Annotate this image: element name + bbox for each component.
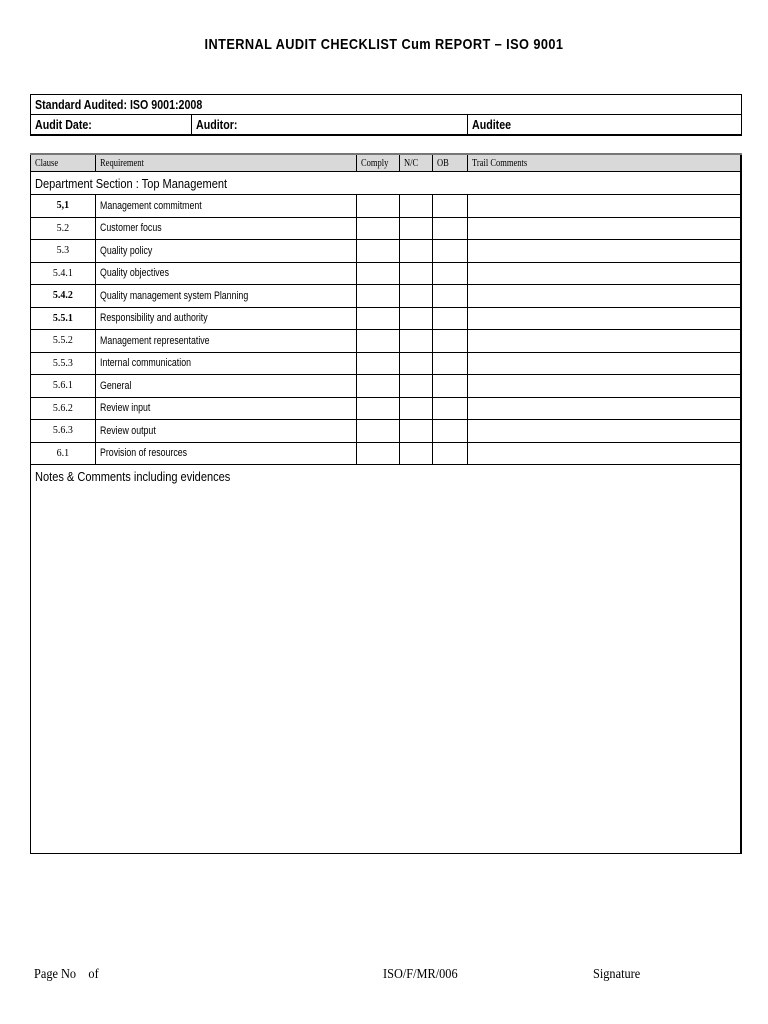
- requirement-cell: Quality management system Planning: [95, 285, 356, 308]
- ob-cell[interactable]: [433, 195, 468, 218]
- audit-info-table: [30, 94, 742, 136]
- ob-cell[interactable]: [433, 442, 468, 465]
- nc-cell[interactable]: [399, 217, 433, 240]
- column-header-comply: Comply: [356, 154, 399, 172]
- trail-comments-cell[interactable]: [468, 285, 741, 308]
- notes-label: Notes & Comments including evidences: [35, 469, 231, 484]
- trail-comments-cell[interactable]: [468, 195, 741, 218]
- table-row: [31, 285, 742, 308]
- trail-comments-cell[interactable]: [468, 352, 741, 375]
- table-row: [31, 262, 742, 285]
- notes-row: [31, 465, 742, 854]
- nc-cell[interactable]: [399, 420, 433, 443]
- nc-cell[interactable]: [399, 307, 433, 330]
- table-row: [31, 195, 742, 218]
- column-header-trail-comments: Trail Comments: [468, 154, 741, 172]
- audit-date-field[interactable]: [31, 115, 192, 136]
- clause-cell: 5.5.3: [31, 352, 96, 375]
- clause-cell: 5.6.2: [31, 397, 96, 420]
- standard-audited-label: Standard Audited:: [35, 97, 127, 112]
- requirement-cell: Customer focus: [95, 217, 356, 240]
- trail-comments-cell[interactable]: [468, 442, 741, 465]
- comply-cell[interactable]: [356, 420, 399, 443]
- auditor-field[interactable]: [191, 115, 468, 136]
- audit-date-label: Audit Date:: [35, 117, 92, 132]
- checklist-table: [30, 153, 742, 854]
- comply-cell[interactable]: [356, 307, 399, 330]
- clause-cell: 5.2: [31, 217, 96, 240]
- table-row: [31, 352, 742, 375]
- table-row: [31, 240, 742, 263]
- trail-comments-cell[interactable]: [468, 420, 741, 443]
- trail-comments-cell[interactable]: [468, 217, 741, 240]
- clause-cell: 5.5.1: [31, 307, 96, 330]
- department-section-row: [31, 172, 742, 195]
- ob-cell[interactable]: [433, 352, 468, 375]
- requirement-cell: Internal communication: [95, 352, 356, 375]
- clause-cell: 5.4.1: [31, 262, 96, 285]
- standard-audited-cell[interactable]: [31, 95, 742, 115]
- ob-cell[interactable]: [433, 240, 468, 263]
- requirement-cell: Provision of resources: [95, 442, 356, 465]
- clause-cell: 5.4.2: [31, 285, 96, 308]
- requirement-cell: Responsibility and authority: [95, 307, 356, 330]
- clause-cell: 5.3: [31, 240, 96, 263]
- nc-cell[interactable]: [399, 375, 433, 398]
- nc-cell[interactable]: [399, 397, 433, 420]
- requirement-cell: Review input: [95, 397, 356, 420]
- standard-audited-value: ISO 9001:2008: [129, 97, 203, 112]
- table-row: [31, 307, 742, 330]
- clause-cell: 5.5.2: [31, 330, 96, 353]
- comply-cell[interactable]: [356, 352, 399, 375]
- column-header-requirement: Requirement: [95, 154, 356, 172]
- document-title: INTERNAL AUDIT CHECKLIST Cum REPORT – ISO 9001: [204, 36, 564, 53]
- requirement-cell: Management representative: [95, 330, 356, 353]
- table-row: [31, 442, 742, 465]
- trail-comments-cell[interactable]: [468, 240, 741, 263]
- page-number-label: Page No of: [34, 967, 99, 982]
- trail-comments-cell[interactable]: [468, 330, 741, 353]
- comply-cell[interactable]: [356, 375, 399, 398]
- nc-cell[interactable]: [399, 195, 433, 218]
- requirement-cell: Quality objectives: [95, 262, 356, 285]
- nc-cell[interactable]: [399, 262, 433, 285]
- auditee-label: Auditee: [472, 117, 512, 132]
- trail-comments-cell[interactable]: [468, 375, 741, 398]
- requirement-cell: Quality policy: [95, 240, 356, 263]
- comply-cell[interactable]: [356, 262, 399, 285]
- column-header-nc: N/C: [399, 154, 433, 172]
- ob-cell[interactable]: [433, 285, 468, 308]
- column-header-clause: Clause: [31, 154, 96, 172]
- trail-comments-cell[interactable]: [468, 397, 741, 420]
- nc-cell[interactable]: [399, 352, 433, 375]
- signature-label: Signature: [593, 967, 641, 982]
- table-row: [31, 397, 742, 420]
- column-header-ob: OB: [433, 154, 468, 172]
- comply-cell[interactable]: [356, 442, 399, 465]
- requirement-cell: Management commitment: [95, 195, 356, 218]
- clause-cell: 5,1: [31, 195, 96, 218]
- page-of-label: of: [88, 967, 99, 982]
- comply-cell[interactable]: [356, 285, 399, 308]
- ob-cell[interactable]: [433, 397, 468, 420]
- ob-cell[interactable]: [433, 330, 468, 353]
- clause-cell: 5.6.1: [31, 375, 96, 398]
- ob-cell[interactable]: [433, 375, 468, 398]
- clause-cell: 5.6.3: [31, 420, 96, 443]
- comply-cell[interactable]: [356, 397, 399, 420]
- nc-cell[interactable]: [399, 240, 433, 263]
- auditee-field[interactable]: [468, 115, 742, 136]
- trail-comments-cell[interactable]: [468, 307, 741, 330]
- notes-area[interactable]: [31, 465, 742, 854]
- requirement-cell: Review output: [95, 420, 356, 443]
- comply-cell[interactable]: [356, 240, 399, 263]
- ob-cell[interactable]: [433, 217, 468, 240]
- auditor-label: Auditor:: [195, 117, 238, 132]
- nc-cell[interactable]: [399, 330, 433, 353]
- nc-cell[interactable]: [399, 285, 433, 308]
- department-section: Department Section : Top Management: [31, 172, 742, 195]
- comply-cell[interactable]: [356, 217, 399, 240]
- comply-cell[interactable]: [356, 330, 399, 353]
- column-header-row: [31, 154, 742, 172]
- trail-comments-cell[interactable]: [468, 262, 741, 285]
- nc-cell[interactable]: [399, 442, 433, 465]
- ob-cell[interactable]: [433, 307, 468, 330]
- table-row: [31, 217, 742, 240]
- document-code: ISO/F/MR/006: [383, 967, 458, 982]
- requirement-cell: General: [95, 375, 356, 398]
- table-row: [31, 330, 742, 353]
- ob-cell[interactable]: [433, 420, 468, 443]
- ob-cell[interactable]: [433, 262, 468, 285]
- clause-cell: 6.1: [31, 442, 96, 465]
- table-row: [31, 375, 742, 398]
- table-row: [31, 420, 742, 443]
- comply-cell[interactable]: [356, 195, 399, 218]
